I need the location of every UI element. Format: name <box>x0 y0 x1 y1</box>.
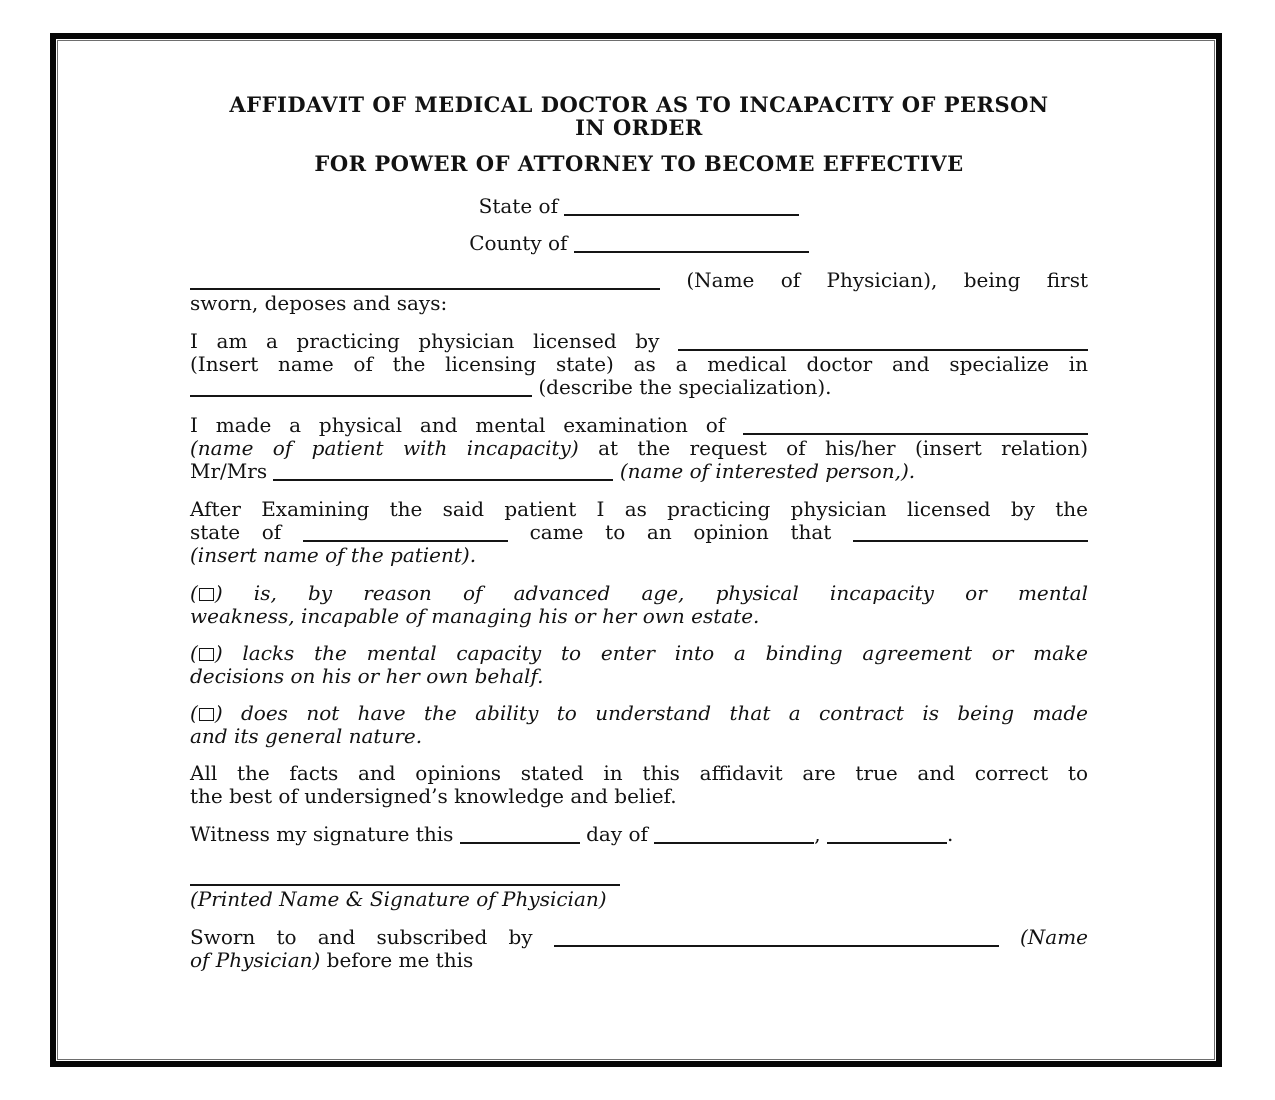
finding1-open-paren: ( <box>190 581 198 605</box>
opinion-patient-blank[interactable] <box>853 526 1088 542</box>
truth-text-line2: the best of undersigned’s knowledge and belief. <box>190 784 677 808</box>
intro-text-line2: sworn, deposes and says: <box>190 291 448 315</box>
mr-mrs-label: Mr/Mrs <box>190 459 268 483</box>
interested-person-note: (name of interested person,). <box>619 459 916 483</box>
patient-name-blank[interactable] <box>743 419 1088 435</box>
witness-text: Witness my signature this <box>190 822 454 846</box>
finding2-text-line2: decisions on his or her own behalf. <box>190 664 544 688</box>
county-of-line <box>190 232 1088 255</box>
licensed-text-line2: (Insert name of the licensing state) as a medical doctor and specialize in <box>190 352 1088 376</box>
sworn-paragraph <box>190 926 1088 972</box>
finding-estate-paragraph <box>190 582 1088 628</box>
patient-incapacity-note: (name of patient with incapacity) <box>190 436 579 460</box>
witness-day-of-label: day of <box>586 822 648 846</box>
state-of-line <box>190 195 1088 218</box>
finding3-checkbox[interactable] <box>199 708 214 721</box>
document-title <box>190 93 1088 139</box>
licensed-text-line3: (describe the specialization). <box>538 375 832 399</box>
signature-caption: (Printed Name & Signature of Physician) <box>190 887 607 911</box>
physician-signature-blank[interactable] <box>190 870 620 886</box>
witness-comma: , <box>814 822 821 846</box>
opinion-state-label: state of <box>190 520 282 544</box>
signature-caption-line <box>190 888 1088 911</box>
county-blank[interactable] <box>574 237 809 253</box>
title-line2: IN ORDER <box>575 115 703 140</box>
witness-period: . <box>947 822 954 846</box>
state-blank[interactable] <box>564 200 799 216</box>
intro-paragraph <box>190 269 1088 315</box>
finding1-text-line1: ) is, by reason of advanced age, physical incapacity or mental <box>214 581 1088 605</box>
finding1-text-line2: weakness, incapable of managing his or her own estate. <box>190 604 760 628</box>
sworn-name-note-part1: (Name <box>1019 925 1089 949</box>
finding2-open-paren: ( <box>190 641 198 665</box>
physician-signature-line <box>190 865 1088 888</box>
sworn-name-note-part2: of Physician) <box>190 948 321 972</box>
sworn-physician-blank[interactable] <box>554 931 999 947</box>
truth-statement-paragraph <box>190 762 1088 808</box>
licensing-state-blank[interactable] <box>678 335 1088 351</box>
finding-capacity-paragraph <box>190 642 1088 688</box>
intro-text-line1: (Name of Physician), being first <box>686 268 1089 292</box>
witness-month-blank[interactable] <box>654 828 814 844</box>
finding2-text-line1: ) lacks the mental capacity to enter into a binding agreement or make <box>214 641 1088 665</box>
finding3-text-line2: and its general nature. <box>190 724 423 748</box>
finding3-text-line1: ) does not have the ability to understand that a contract is being made <box>214 701 1088 725</box>
finding2-checkbox[interactable] <box>199 648 214 661</box>
state-of-label: State of <box>478 194 558 218</box>
county-of-label: County of <box>469 231 568 255</box>
document-title-block <box>190 93 1088 175</box>
examination-text-line2: at the request of his/her (insert relation) <box>598 436 1089 460</box>
title-line1: AFFIDAVIT OF MEDICAL DOCTOR AS TO INCAPACITY OF PERSON <box>229 92 1049 117</box>
finding-contract-paragraph <box>190 702 1088 748</box>
sworn-text-line1: Sworn to and subscribed by <box>190 925 533 949</box>
examination-text-line1: I made a physical and mental examination of <box>190 413 726 437</box>
finding1-checkbox[interactable] <box>199 588 214 601</box>
opinion-text-line1: After Examining the said patient I as practicing physician licensed by the <box>190 497 1088 521</box>
opinion-text-mid: came to an opinion that <box>529 520 832 544</box>
title-line3: FOR POWER OF ATTORNEY TO BECOME EFFECTIVE <box>314 151 964 176</box>
licensed-paragraph <box>190 330 1088 399</box>
physician-name-blank[interactable] <box>190 274 660 290</box>
truth-text-line1: All the facts and opinions stated in this affidavit are true and correct to <box>190 761 1088 785</box>
opinion-paragraph <box>190 498 1088 567</box>
examination-paragraph <box>190 414 1088 483</box>
opinion-state-blank[interactable] <box>303 526 508 542</box>
interested-person-blank[interactable] <box>273 465 613 481</box>
licensed-text-line1: I am a practicing physician licensed by <box>190 329 660 353</box>
witness-year-blank[interactable] <box>827 828 947 844</box>
specialization-blank[interactable] <box>190 381 532 397</box>
patient-name-note: (insert name of the patient). <box>190 543 477 567</box>
finding3-open-paren: ( <box>190 701 198 725</box>
witness-day-blank[interactable] <box>460 828 580 844</box>
sworn-text-line2: before me this <box>326 948 474 972</box>
document-content <box>190 93 1088 987</box>
witness-line <box>190 823 1088 846</box>
